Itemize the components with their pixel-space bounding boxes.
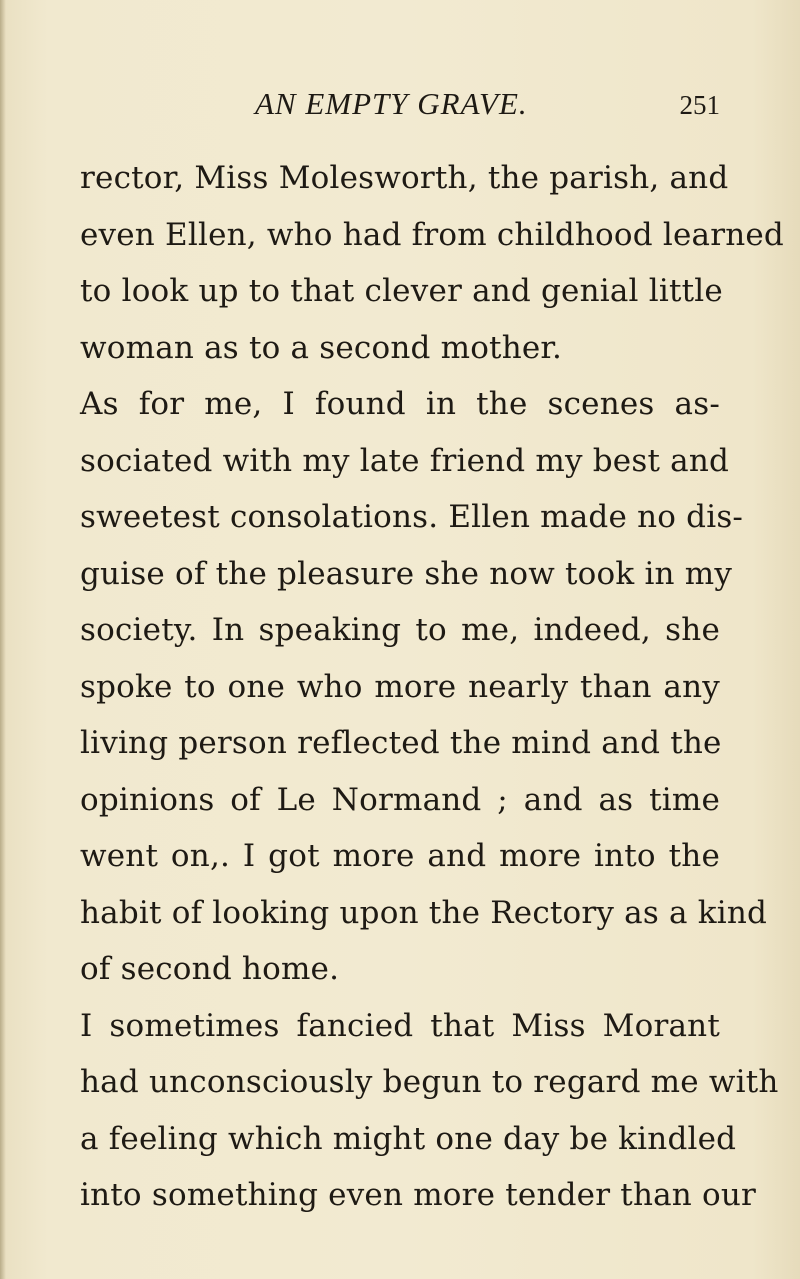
text-line: spoke to one who more nearly than any <box>80 668 720 705</box>
text-line: went on,. I got more and more into the <box>80 838 720 874</box>
text-line: As for me, I found in the scenes as- <box>80 386 720 422</box>
text-line: guise of the pleasure she now took in my <box>80 555 733 592</box>
text-line: living person reflected the mind and the <box>80 725 722 761</box>
text-line: habit of looking upon the Rectory as a kind <box>80 894 768 931</box>
text-line: society. In speaking to me, indeed, she <box>80 612 720 648</box>
running-head <box>80 86 720 126</box>
text-line: sweetest consolations. Ellen made no dis- <box>80 499 744 535</box>
text-line: rector, Miss Molesworth, the parish, and <box>80 160 729 196</box>
text-line: opinions of Le Normand ; and as time <box>80 781 720 818</box>
text-line: I sometimes fancied that Miss Morant <box>80 1007 720 1044</box>
text-line: even Ellen, who had from childhood learned <box>80 216 784 253</box>
body-text <box>80 150 784 1224</box>
running-head-title: AN EMPTY GRAVE. <box>255 86 528 121</box>
page-number: 251 <box>679 90 720 120</box>
text-line: woman as to a second mother. <box>80 329 563 366</box>
text-line: a feeling which might one day be kindled <box>80 1120 737 1157</box>
text-line: had unconsciously begun to regard me with <box>80 1064 779 1100</box>
text-line: into something even more tender than our <box>80 1177 757 1213</box>
text-line: to look up to that clever and genial little <box>80 273 723 309</box>
text-line: of second home. <box>80 951 340 987</box>
text-line: sociated with my late friend my best and <box>80 442 730 479</box>
page-spine-shadow <box>0 0 6 1279</box>
